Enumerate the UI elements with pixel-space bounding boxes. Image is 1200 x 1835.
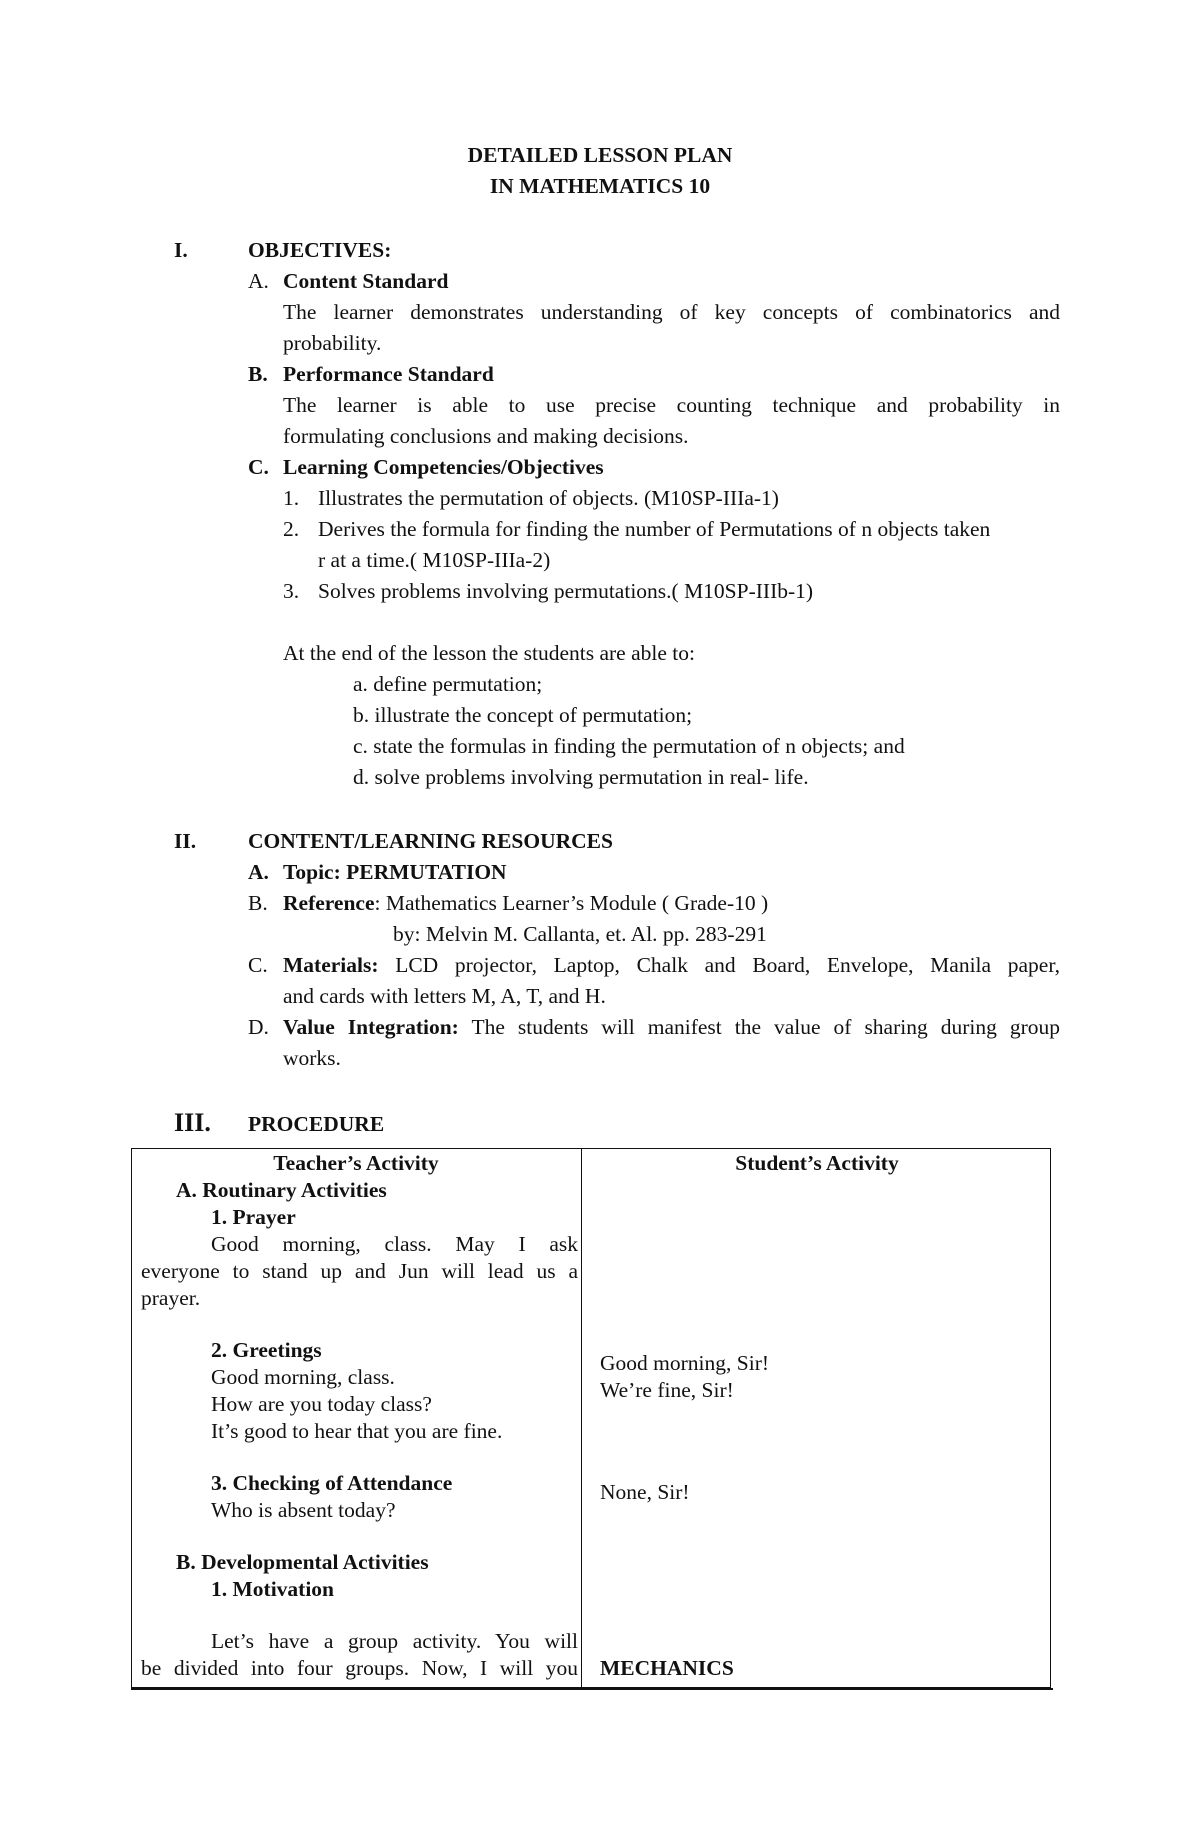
reference-line (283, 888, 768, 919)
attendance-text-line1: Who is absent today? (211, 1498, 396, 1522)
topic-letter: A. (248, 860, 269, 884)
value-line1 (283, 1012, 1060, 1043)
learning-outcome-item: b. illustrate the concept of permutation; (353, 703, 693, 727)
section-heading-content: CONTENT/LEARNING RESOURCES (248, 829, 613, 853)
content-standard-text-line2: probability. (283, 331, 382, 355)
competency-text: Solves problems involving permutations.( M10SP-IIIb-1) (318, 579, 814, 603)
teacher-activity-header: Teacher’s Activity (273, 1151, 439, 1175)
competencies-letter: C. (248, 455, 269, 479)
prayer-heading: 1. Prayer (211, 1205, 296, 1229)
content-standard-letter: A. (248, 269, 269, 293)
mechanics-heading: MECHANICS (600, 1656, 734, 1680)
document-title-line1: DETAILED LESSON PLAN (467, 143, 733, 167)
competency-number: 3. (283, 579, 300, 603)
procedure-table-bottom-border (131, 1688, 1053, 1690)
section-numeral-objectives: I. (174, 238, 188, 262)
section-numeral-procedure: III. (174, 1108, 211, 1137)
greetings-text-line1: Good morning, class. (211, 1365, 395, 1389)
materials-line1 (283, 950, 1060, 981)
greetings-text-line3: It’s good to hear that you are fine. (211, 1419, 503, 1443)
motivation-heading: 1. Motivation (211, 1577, 335, 1601)
section-heading-objectives: OBJECTIVES: (248, 238, 392, 262)
competencies-label: Learning Competencies/Objectives (283, 455, 604, 479)
materials-letter: C. (248, 953, 268, 977)
performance-standard-letter: B. (248, 362, 268, 386)
document-title-line2: IN MATHEMATICS 10 (489, 174, 711, 198)
prayer-text-line2: everyone to stand up and Jun will lead us a (141, 1259, 578, 1283)
reference-label: Reference (283, 891, 375, 915)
value-letter: D. (248, 1015, 269, 1039)
student-attendance-response: None, Sir! (600, 1480, 690, 1504)
value-line2: works. (283, 1046, 341, 1070)
motivation-text-line2: be divided into four groups. Now, I will you (141, 1656, 578, 1680)
value-label: Value Integration: (283, 1015, 459, 1039)
performance-standard-label: Performance Standard (283, 362, 494, 386)
reference-author: by: Melvin M. Callanta, et. Al. pp. 283-291 (393, 922, 767, 946)
materials-label: Materials: (283, 953, 379, 977)
student-feeling-response: We’re fine, Sir! (600, 1378, 734, 1402)
prayer-text-line1: Good morning, class. May I ask (211, 1232, 578, 1256)
student-activity-header: Student’s Activity (735, 1151, 899, 1175)
attendance-heading: 3. Checking of Attendance (211, 1471, 453, 1495)
topic-label: Topic: PERMUTATION (283, 860, 507, 884)
procedure-table-divider (581, 1148, 582, 1688)
reference-text: : Mathematics Learner’s Module ( Grade-10 ) (374, 891, 769, 915)
section-numeral-content: II. (174, 829, 197, 853)
reference-letter: B. (248, 891, 268, 915)
end-of-lesson-intro: At the end of the lesson the students are able to: (283, 641, 695, 665)
motivation-text-line1: Let’s have a group activity. You will (211, 1629, 578, 1653)
value-text: The students will manifest the value of sharing during group (458, 1015, 1060, 1039)
competency-text-continued: r at a time.( M10SP-IIIa-2) (318, 548, 551, 572)
greetings-text-line2: How are you today class? (211, 1392, 432, 1416)
materials-text: LCD projector, Laptop, Chalk and Board, Envelope, Manila paper, (378, 953, 1060, 977)
prayer-text-line3: prayer. (141, 1286, 201, 1310)
competency-number: 1. (283, 486, 300, 510)
competency-text: Derives the formula for finding the number of Permutations of n objects taken (318, 517, 991, 541)
section-heading-procedure: PROCEDURE (248, 1112, 385, 1136)
competency-number: 2. (283, 517, 300, 541)
student-greeting-response: Good morning, Sir! (600, 1351, 770, 1375)
competency-text: Illustrates the permutation of objects. (M10SP-IIIa-1) (318, 486, 779, 510)
learning-outcome-item: d. solve problems involving permutation in real- life. (353, 765, 809, 789)
greetings-heading: 2. Greetings (211, 1338, 322, 1362)
materials-line2: and cards with letters M, A, T, and H. (283, 984, 606, 1008)
performance-standard-text-line2: formulating conclusions and making decisions. (283, 424, 689, 448)
developmental-activities-heading: B. Developmental Activities (176, 1550, 429, 1574)
performance-standard-text-line1: The learner is able to use precise counting technique and probability in (283, 393, 1060, 417)
content-standard-label: Content Standard (283, 269, 449, 293)
learning-outcome-item: a. define permutation; (353, 672, 543, 696)
routinary-activities-heading: A. Routinary Activities (176, 1178, 387, 1202)
learning-outcome-item: c. state the formulas in finding the permutation of n objects; and (353, 734, 905, 758)
content-standard-text-line1: The learner demonstrates understanding of key concepts of combinatorics and (283, 300, 1060, 324)
